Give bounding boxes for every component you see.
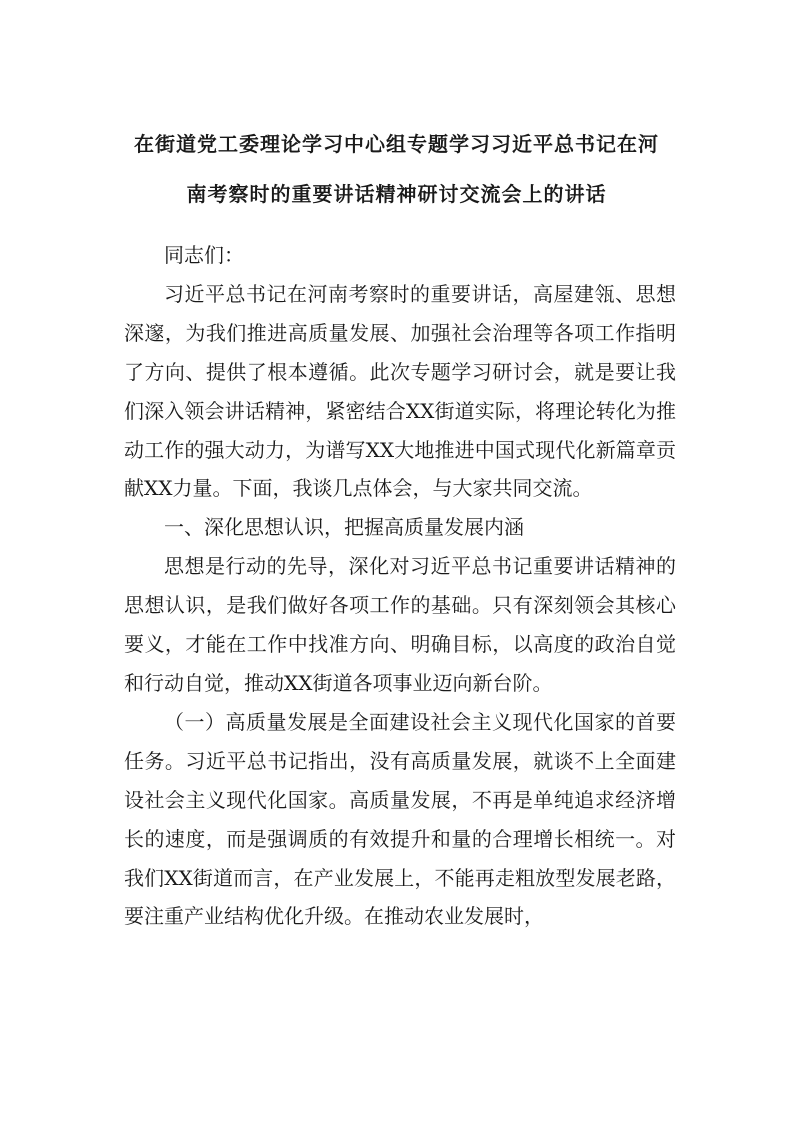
- document-title-line-1: 在街道党工委理论学习中心组专题学习习近平总书记在河: [134, 132, 659, 156]
- salutation: 同志们：: [164, 243, 244, 267]
- document-body: [124, 236, 676, 936]
- section-1-paragraph: 思想是行动的先导，深化对习近平总书记重要讲话精神的思想认识，是我们做好各项工作的基础。只有深刻领会其核心要义，才能在工作中找准方向、明确目标，以高度的政治自觉和行动自觉，推动XX街道各项事业迈向新台阶。: [124, 554, 676, 695]
- document-title-line-2: 南考察时的重要讲话精神研讨交流会上的讲话: [186, 182, 607, 206]
- section-heading-1: 一、深化思想认识，把握高质量发展内涵: [164, 515, 524, 540]
- opening-paragraph: 习近平总书记在河南考察时的重要讲话，高屋建瓴、思想深邃，为我们推进高质量发展、加强社会治理等各项工作指明了方向、提供了根本遵循。此次专题学习研讨会，就是要让我们深入领会讲话精神，紧密结合XX街道实际，将理论转化为推动工作的强大动力，为谱写XX大地推进中国式现代化新篇章贡献XX力量。下面，我谈几点体会，与大家共同交流。: [124, 281, 676, 501]
- subsection-1-paragraph: （一）高质量发展是全面建设社会主义现代化国家的首要任务。习近平总书记指出，没有高质量发展，就谈不上全面建设社会主义现代化国家。高质量发展，不再是单纯追求经济增长的速度，而是强调质的有效提升和量的合理增长相统一。对我们XX街道而言，在产业发展上，不能再走粗放型发展老路，要注重产业结构优化升级。在推动农业发展时，: [124, 709, 676, 929]
